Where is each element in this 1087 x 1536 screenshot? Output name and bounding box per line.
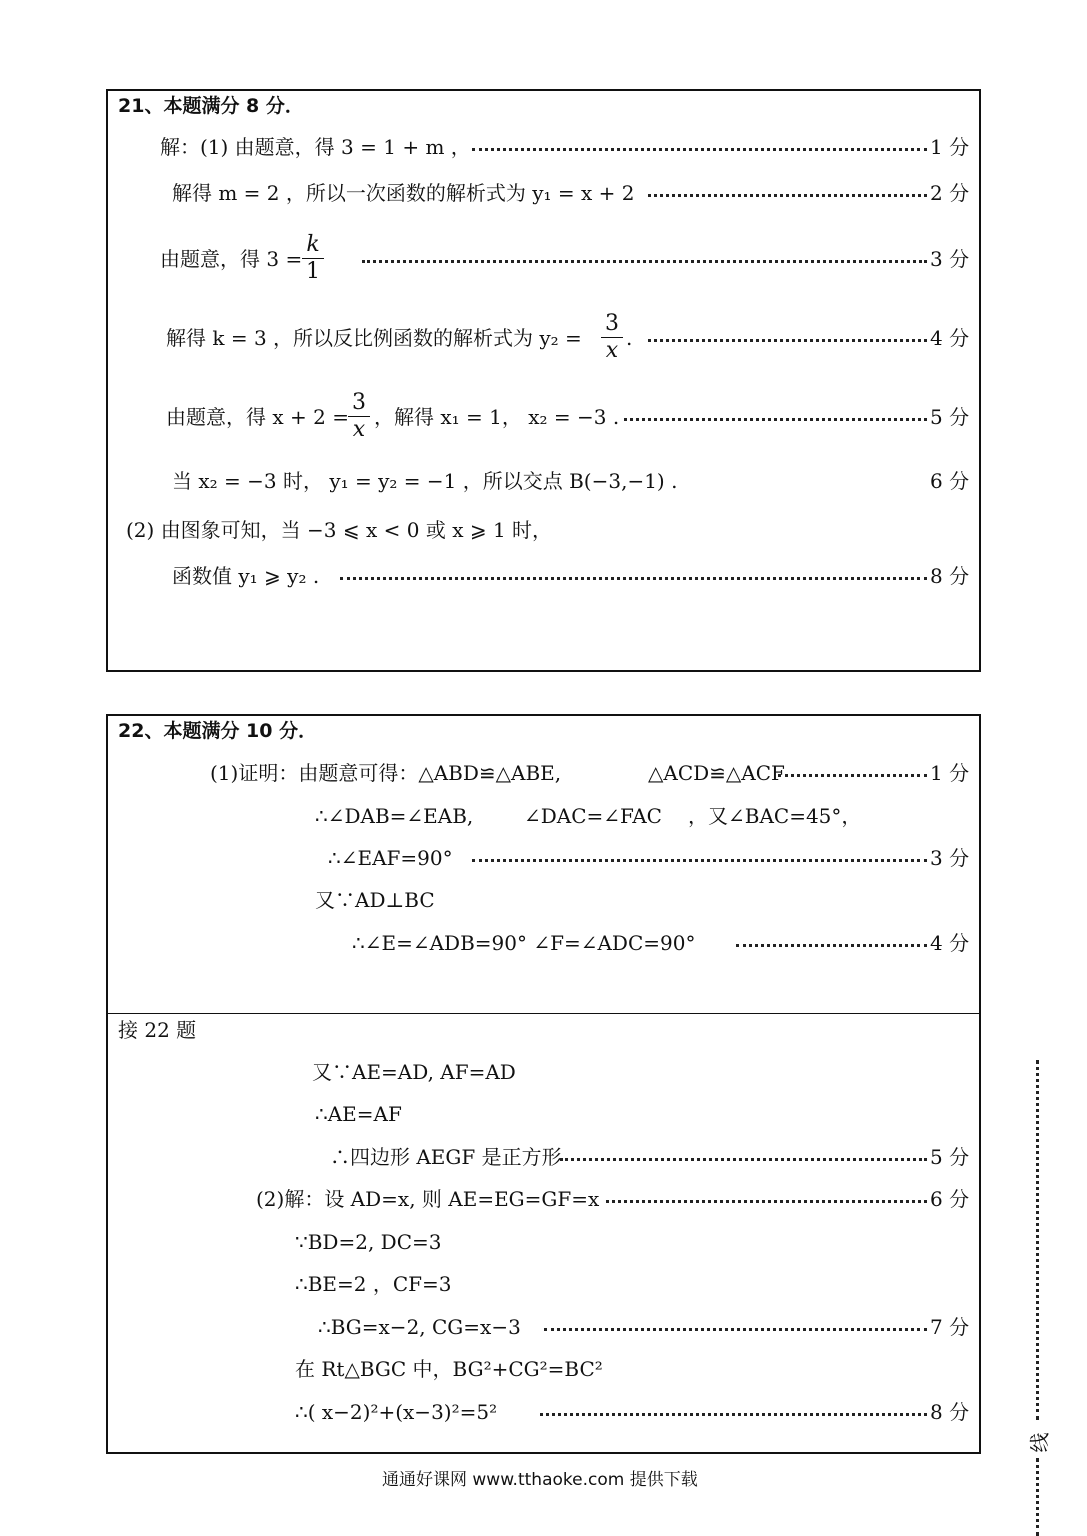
q21-line-2: 解得 m = 2 ，所以一次函数的解析式为 y₁ = x + 2 [172, 181, 635, 205]
q22-cont-line-8: 在 Rt△BGC 中，BG²+CG²=BC² [295, 1357, 603, 1381]
q22-line-1b: △ACD≌△ACF [648, 761, 785, 785]
leader-dots [624, 418, 927, 421]
q21-line-5: 由题意，得 x + 2 = [166, 405, 349, 429]
q22-cont-line-4: (2)解：设 AD=x, 则 AE=EG=GF=x [256, 1187, 600, 1211]
question-21-heading: 21、本题满分 8 分． [118, 95, 304, 117]
q22-score-7: 7 分 [930, 1315, 970, 1339]
q22-cont-line-6: ∴BE=2 ，CF=3 [295, 1272, 452, 1296]
q22-line-2b: ∠DAC=∠FAC [524, 804, 662, 828]
q21-line-4: 解得 k = 3 ，所以反比例函数的解析式为 y₂ = [166, 326, 582, 350]
leader-dots [362, 260, 927, 263]
leader-dots [544, 1328, 927, 1331]
q22-score-5: 5 分 [930, 1145, 970, 1169]
box-divider [106, 1013, 981, 1014]
footer-credit: 通通好课网 www.tthaoke.com 提供下载 [382, 1470, 698, 1490]
q22-score-1: 1 分 [930, 761, 970, 785]
leader-dots [606, 1200, 927, 1203]
q21-score-1: 1 分 [930, 135, 970, 159]
question-22-heading: 22、本题满分 10 分． [118, 720, 318, 742]
binding-line-character: 线 [1027, 1432, 1052, 1453]
q22-line-2c: ，又∠BAC=45°， [688, 804, 862, 828]
q22-line-3: ∴∠EAF=90° [328, 846, 453, 870]
binding-dotted-line [1036, 1060, 1039, 1420]
q22-cont-line-2: ∴AE=AF [315, 1102, 402, 1126]
fraction-denominator: 1 [306, 259, 320, 284]
q21-score-6: 6 分 [930, 469, 970, 493]
q21-score-3: 3 分 [930, 247, 970, 271]
q21-score-4: 4 分 [930, 326, 970, 350]
leader-dots [472, 859, 927, 862]
q22-score-8: 8 分 [930, 1400, 970, 1424]
q22-cont-line-5: ∵BD=2, DC=3 [295, 1230, 442, 1254]
q22-line-2: ∴∠DAB=∠EAB, [315, 804, 474, 828]
q21-line-8: 函数值 y₁ ⩾ y₂ . [172, 564, 320, 588]
q21-line-3: 由题意，得 3 = [160, 247, 303, 271]
fraction-3-over-x [601, 311, 623, 364]
q22-line-1: (1)证明：由题意可得：△ABD≌△ABE, [210, 761, 562, 785]
leader-dots [560, 1158, 927, 1161]
q22-cont-line-9: ∴( x−2)²+(x−3)²=5² [295, 1400, 498, 1424]
q22-line-5: ∴∠E=∠ADB=90° ∠F=∠ADC=90° [352, 931, 696, 955]
q22-cont-line-1: 又∵AE=AD, AF=AD [312, 1060, 516, 1084]
q21-line-6: 当 x₂ = −3 时， y₁ = y₂ = −1 ，所以交点 B(−3,−1) . [172, 469, 678, 493]
leader-dots [648, 194, 927, 197]
leader-dots [648, 339, 927, 342]
leader-dots [340, 577, 927, 580]
fraction-3-over-x [348, 390, 370, 443]
q21-score-5: 5 分 [930, 405, 970, 429]
fraction-denominator: x [352, 417, 366, 442]
fraction-numerator: k [306, 232, 320, 257]
q21-line-5-tail: ，解得 x₁ = 1， x₂ = −3 . [374, 405, 620, 429]
q22-score-4: 4 分 [930, 931, 970, 955]
q21-score-2: 2 分 [930, 181, 970, 205]
fraction-numerator: 3 [605, 311, 619, 336]
q22-line-4: 又∵AD⊥BC [315, 888, 435, 912]
q21-line-1: 解：(1) 由题意，得 3 = 1 + m ， [160, 135, 471, 159]
fraction-k-over-1 [302, 232, 324, 285]
binding-dotted-line [1036, 1458, 1039, 1536]
continued-label: 接 22 题 [118, 1018, 197, 1042]
q21-score-8: 8 分 [930, 564, 970, 588]
q22-cont-line-3: ∴四边形 AEGF 是正方形 [330, 1145, 562, 1169]
leader-dots [778, 774, 927, 777]
q22-score-6: 6 分 [930, 1187, 970, 1211]
fraction-denominator: x [605, 338, 619, 363]
fraction-numerator: 3 [352, 390, 366, 415]
q21-line-7: (2) 由图象可知，当 −3 ⩽ x < 0 或 x ⩾ 1 时， [126, 518, 553, 542]
q22-score-3: 3 分 [930, 846, 970, 870]
leader-dots [540, 1413, 927, 1416]
q21-line-4-tail: . [626, 326, 633, 350]
leader-dots [736, 944, 927, 947]
leader-dots [472, 148, 927, 151]
q22-cont-line-7: ∴BG=x−2, CG=x−3 [318, 1315, 521, 1339]
